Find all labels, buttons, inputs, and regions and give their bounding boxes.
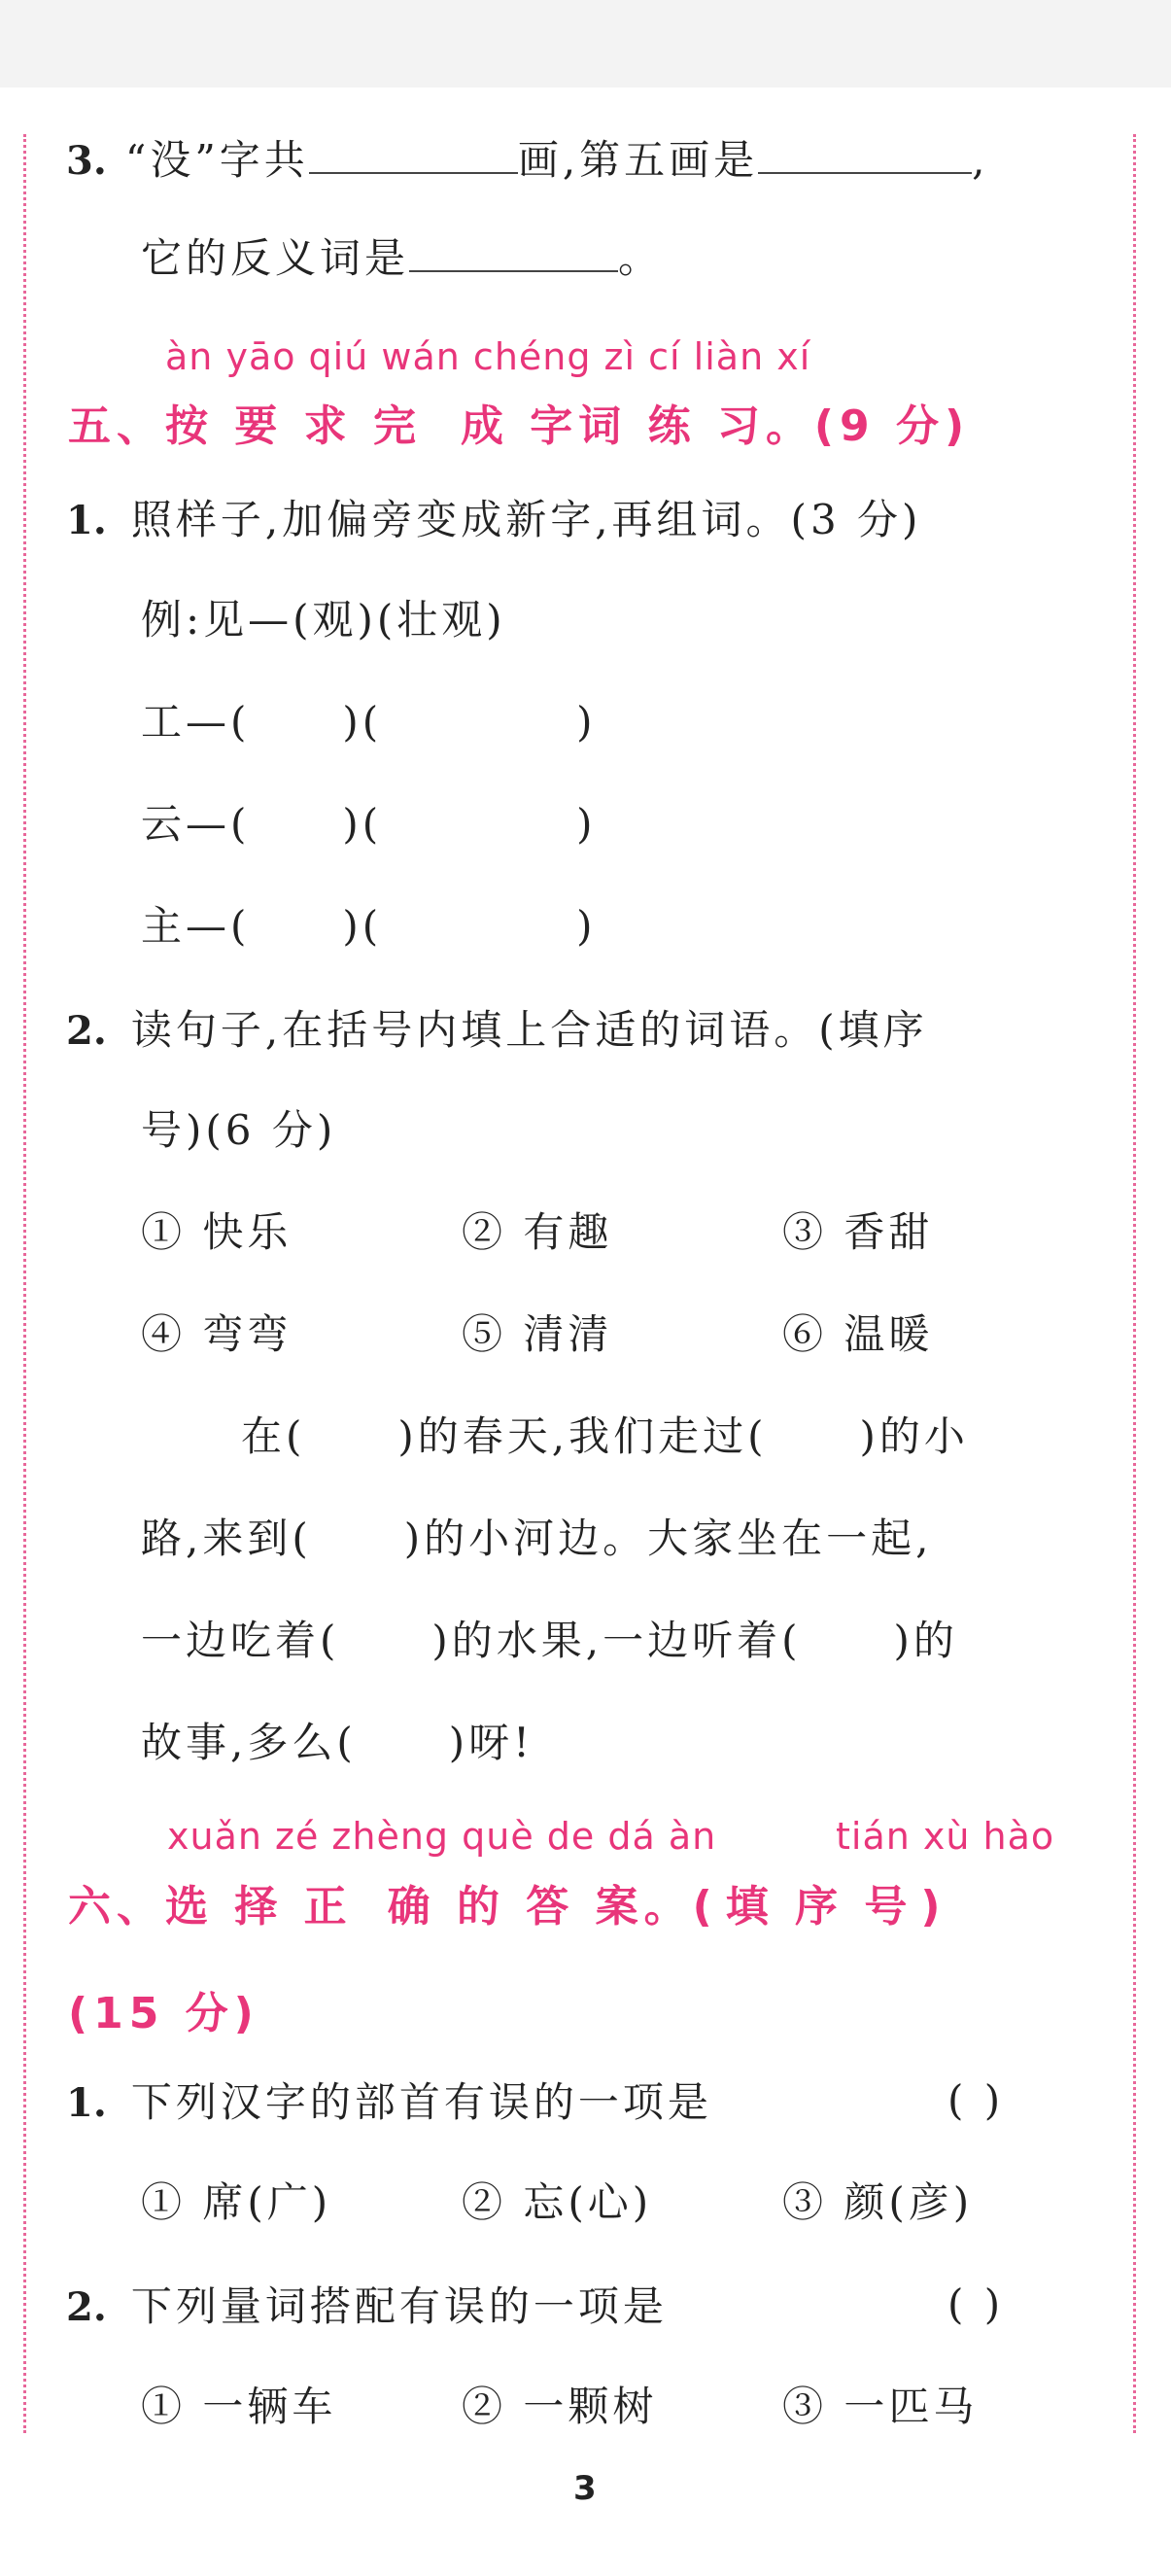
s5q2-number: 2. bbox=[66, 1008, 107, 1054]
s5q1-number: 1. bbox=[66, 498, 107, 543]
p1a: 在( bbox=[241, 1412, 306, 1460]
s6q2-option-2: ② 一颗树 bbox=[462, 2383, 658, 2430]
right-margin-line bbox=[1133, 134, 1136, 2433]
s6q1-option-3: ③ 颜(彦) bbox=[782, 2178, 974, 2226]
s6q2-option-1: ① 一辆车 bbox=[141, 2383, 337, 2430]
q3-antonym-label: 它的反义词是 bbox=[141, 234, 410, 282]
s5q2-text-cont: 号)(6 分) bbox=[141, 1106, 337, 1154]
option-3: ③ 香甜 bbox=[782, 1208, 934, 1256]
s5q2-line1 bbox=[66, 1008, 928, 1054]
q3-line1 bbox=[66, 138, 989, 184]
q3-number: 3. bbox=[66, 138, 107, 184]
passage-line-2 bbox=[141, 1514, 933, 1562]
section6-pinyin-b: tián xù hào bbox=[836, 1815, 1055, 1858]
section6-title-b: 确 的 答 案 bbox=[387, 1882, 644, 1932]
p3c: )的 bbox=[893, 1617, 958, 1664]
s5q1-row-1 bbox=[141, 698, 597, 746]
s6q1-text: 下列汉字的部首有误的一项是 bbox=[130, 2078, 712, 2126]
s5q2-text: 读句子,在括号内填上合适的词语。(填序 bbox=[130, 1006, 928, 1054]
row1-end: ) bbox=[576, 698, 597, 746]
s6q2-answer-paren[interactable]: ( ) bbox=[947, 2280, 1005, 2328]
s6q1-answer-paren[interactable]: ( ) bbox=[947, 2076, 1005, 2124]
section5-heading bbox=[68, 391, 970, 453]
section5-pinyin: àn yāo qiú wán chéng zì cí liàn xí bbox=[165, 335, 811, 378]
s5q1-row-3 bbox=[141, 902, 597, 950]
page-number: 3 bbox=[573, 2469, 597, 2508]
q3-text-a: “没”字共 bbox=[124, 136, 309, 184]
p2a: 路,来到( bbox=[141, 1514, 312, 1562]
passage-line-1 bbox=[241, 1412, 969, 1460]
section6-pinyin-a: xuǎn zé zhèng què de dá àn bbox=[167, 1815, 717, 1858]
option-2: ② 有趣 bbox=[462, 1208, 613, 1256]
p4a: 故事,多么( bbox=[141, 1719, 357, 1766]
p4b: )呀! bbox=[448, 1719, 534, 1766]
passage-line-3 bbox=[141, 1617, 958, 1664]
section5-title-c: 。(9 分) bbox=[765, 401, 971, 451]
row2-mid: )( bbox=[342, 800, 383, 848]
s5q1-line bbox=[66, 498, 921, 543]
option-6: ⑥ 温暖 bbox=[782, 1310, 934, 1358]
row1-mid: )( bbox=[342, 698, 383, 746]
section6-score: (15 分) bbox=[68, 1989, 259, 2038]
s6q2-number: 2. bbox=[66, 2284, 107, 2330]
s6q2-text: 下列量词搭配有误的一项是 bbox=[130, 2282, 668, 2330]
s6q1-number: 1. bbox=[66, 2080, 107, 2126]
left-margin-line bbox=[23, 134, 26, 2433]
row1-char: 工—( bbox=[141, 698, 251, 746]
s5q1-text: 照样子,加偏旁变成新字,再组词。(3 分) bbox=[130, 496, 922, 543]
section5-title-b: 成 字词 练 习 bbox=[460, 401, 766, 451]
section6-title-a: 六、选 择 正 bbox=[68, 1882, 353, 1932]
s6q1-line bbox=[66, 2080, 712, 2126]
section6-title-e: ) bbox=[920, 1882, 947, 1932]
section6-title-c: 。( bbox=[643, 1882, 718, 1932]
section5-title-a: 五、按 要 求 完 bbox=[68, 401, 422, 451]
row3-end: ) bbox=[576, 902, 597, 950]
row3-char: 主—( bbox=[141, 902, 251, 950]
option-5: ⑤ 清清 bbox=[462, 1310, 613, 1358]
q3-line2 bbox=[141, 234, 664, 282]
p3b: )的水果,一边听着( bbox=[431, 1617, 802, 1664]
s6q2-option-3: ③ 一匹马 bbox=[782, 2383, 979, 2430]
section6-title-d: 填 序 号 bbox=[725, 1882, 913, 1932]
top-margin bbox=[0, 0, 1171, 87]
row2-end: ) bbox=[576, 800, 597, 848]
option-1: ① 快乐 bbox=[141, 1208, 293, 1256]
option-4: ④ 弯弯 bbox=[141, 1310, 293, 1358]
p1c: )的小 bbox=[859, 1412, 969, 1460]
s6q2-line bbox=[66, 2284, 668, 2330]
q3-text-b: 画,第五画是 bbox=[517, 136, 759, 184]
q3-period: 。 bbox=[618, 234, 664, 282]
q3-text-c: , bbox=[972, 136, 989, 184]
row2-char: 云—( bbox=[141, 800, 251, 848]
passage-line-4 bbox=[141, 1719, 534, 1766]
p2b: )的小河边。大家坐在一起, bbox=[403, 1514, 933, 1562]
s5q1-row-2 bbox=[141, 800, 597, 848]
p3a: 一边吃着( bbox=[141, 1617, 340, 1664]
q3-blank-strokes[interactable] bbox=[309, 172, 518, 174]
row3-mid: )( bbox=[342, 902, 383, 950]
s6q1-option-1: ① 席(广) bbox=[141, 2178, 332, 2226]
p1b: )的春天,我们走过( bbox=[397, 1412, 768, 1460]
s5q1-example: 例:见—(观)(壮观) bbox=[141, 596, 506, 644]
section6-heading bbox=[68, 1871, 946, 1933]
q3-blank-antonym[interactable] bbox=[409, 270, 618, 272]
s6q1-option-2: ② 忘(心) bbox=[462, 2178, 653, 2226]
q3-blank-fifth-stroke[interactable] bbox=[758, 172, 972, 174]
